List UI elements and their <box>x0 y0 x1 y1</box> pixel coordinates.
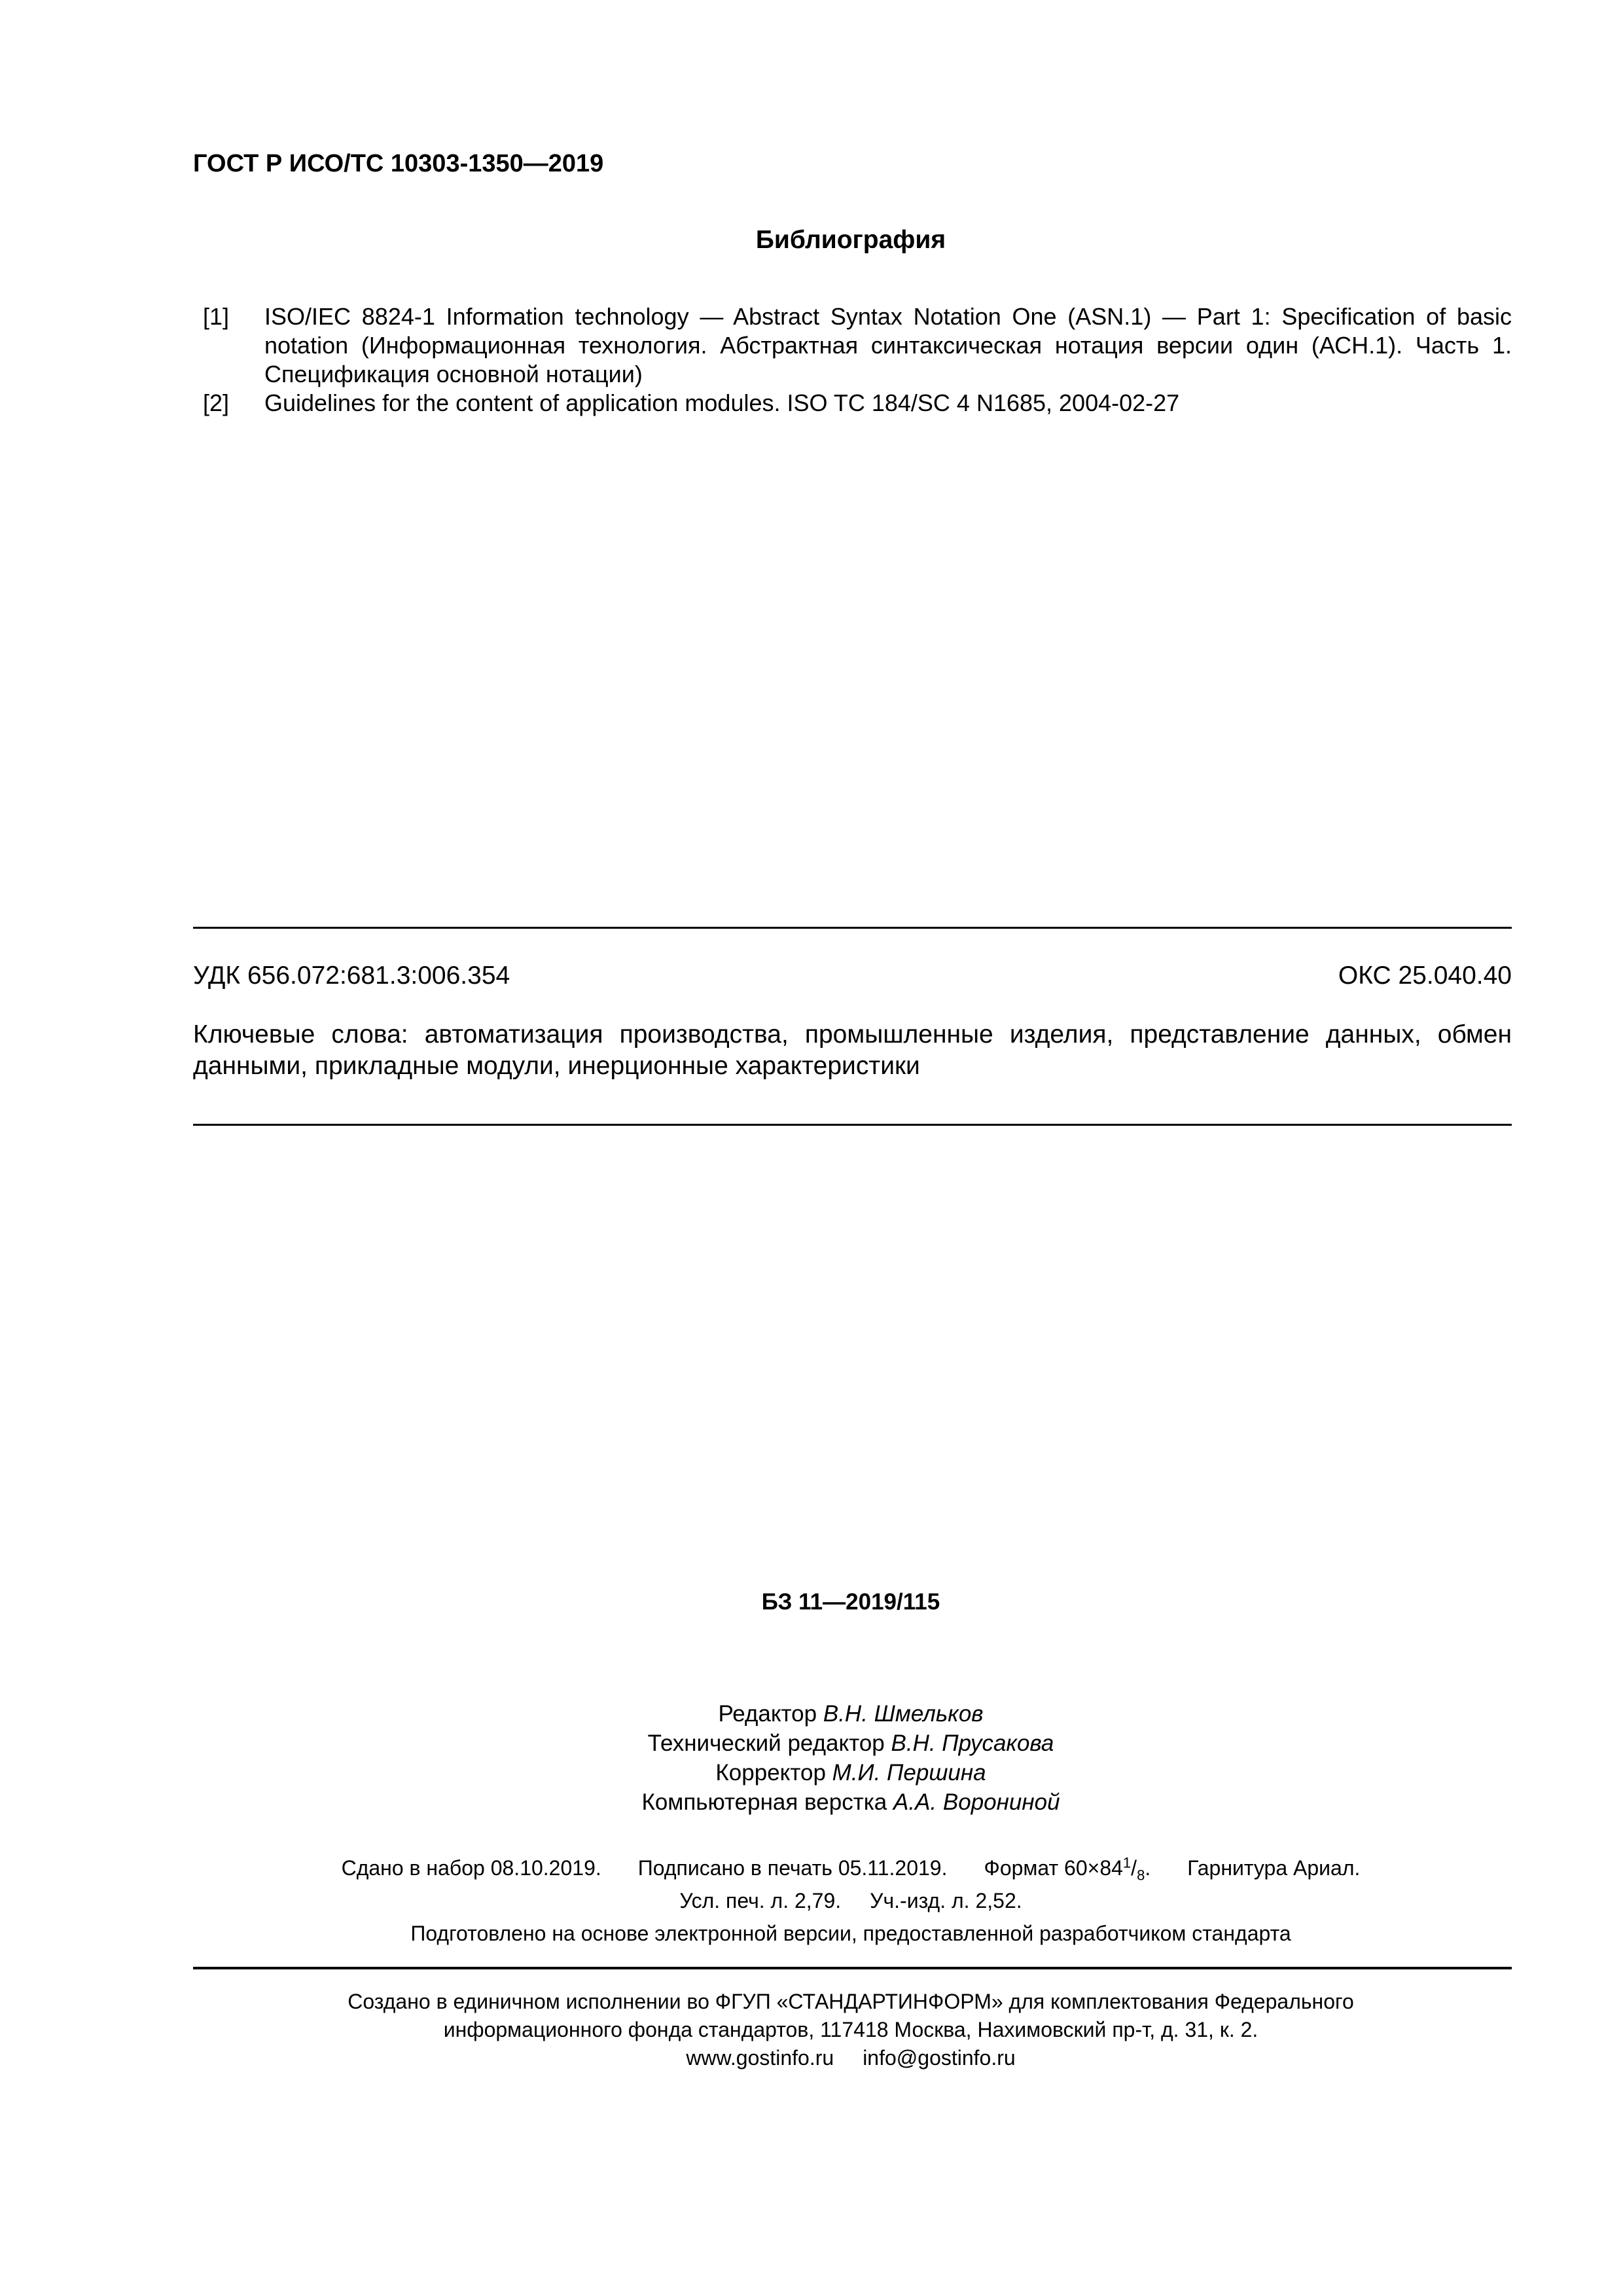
signed-date: Подписано в печать 05.11.2019. <box>637 1856 948 1880</box>
imprint-sheets-line <box>0 1887 1623 1914</box>
bibliography-entry-number: [2] <box>203 389 230 416</box>
staff-role: Технический редактор <box>647 1731 885 1756</box>
staff-name: В.Н. Прусакова <box>891 1731 1054 1756</box>
bibliography-entry <box>203 302 1512 394</box>
created-note-line2: информационного фонда стандартов, 117418 Москва, Нахимовский пр-т, д. 31, к. 2. <box>443 2018 1258 2041</box>
staff-role: Компьютерная верстка <box>641 1789 887 1815</box>
keywords: Ключевые слова: автоматизация производства, промышленные изделия, представление данных, обмен данными, прикладные модули, инерционные характеристики <box>193 1020 1512 1080</box>
bibliography-entry <box>203 389 1512 422</box>
udk-code: УДК 656.072:681.3:006.354 <box>193 961 510 990</box>
created-note-line1: Создано в единичном исполнении во ФГУП «СТАНДАРТИНФОРМ» для комплектования Федерального <box>348 1990 1354 2013</box>
bz-number: БЗ 11—2019/115 <box>761 1589 940 1615</box>
staff-line-layout <box>0 1787 1623 1818</box>
staff-line-proofreader <box>0 1758 1623 1788</box>
divider-line <box>193 1967 1512 1969</box>
submitted-date: Сдано в набор 08.10.2019. <box>341 1856 601 1880</box>
bibliography-title: Библиография <box>755 226 946 254</box>
bibliography-entry-text: Guidelines for the content of application modules. ISO TC 184/SC 4 N1685, 2004-02-27 <box>264 389 1180 416</box>
print-sheets: Усл. печ. л. 2,79. <box>679 1889 842 1912</box>
bibliography-entry-text: ISO/IEC 8824-1 Information technology — Abstract Syntax Notation One (ASN.1) — Part 1: Specification of basic notation (Информационная технология. Абстрактная синтаксическая нотация версии один (АСН.1). Часть 1. Спецификация основной нотации) <box>264 303 1512 387</box>
contacts-line <box>0 2044 1623 2072</box>
typeface: Гарнитура Ариал. <box>1187 1856 1361 1880</box>
staff-name: А.А. Ворониной <box>893 1789 1060 1815</box>
staff-line-editor <box>0 1699 1623 1729</box>
imprint-dates-line <box>0 1854 1623 1882</box>
staff-role: Корректор <box>715 1760 826 1785</box>
staff-line-tech-editor <box>0 1729 1623 1759</box>
divider-line <box>193 927 1512 929</box>
document-code: ГОСТ Р ИСО/ТС 10303-1350—2019 <box>193 150 604 177</box>
pub-sheets: Уч.-изд. л. 2,52. <box>870 1889 1022 1912</box>
bibliography-entry-number: [1] <box>203 303 230 330</box>
staff-name: М.И. Першина <box>832 1760 986 1785</box>
prepared-note: Подготовлено на основе электронной версии, предоставленной разработчиком стандарта <box>410 1922 1291 1945</box>
staff-role: Редактор <box>718 1701 817 1727</box>
staff-name: В.Н. Шмельков <box>823 1701 984 1727</box>
divider-line <box>193 1124 1512 1126</box>
format-value: Формат $60\times 84^1/_8$. <box>984 1854 1151 1884</box>
oks-code: ОКС 25.040.40 <box>1338 961 1512 990</box>
email-link[interactable]: info@gostinfo.ru <box>863 2046 1016 2070</box>
website-link[interactable]: www.gostinfo.ru <box>686 2046 834 2070</box>
